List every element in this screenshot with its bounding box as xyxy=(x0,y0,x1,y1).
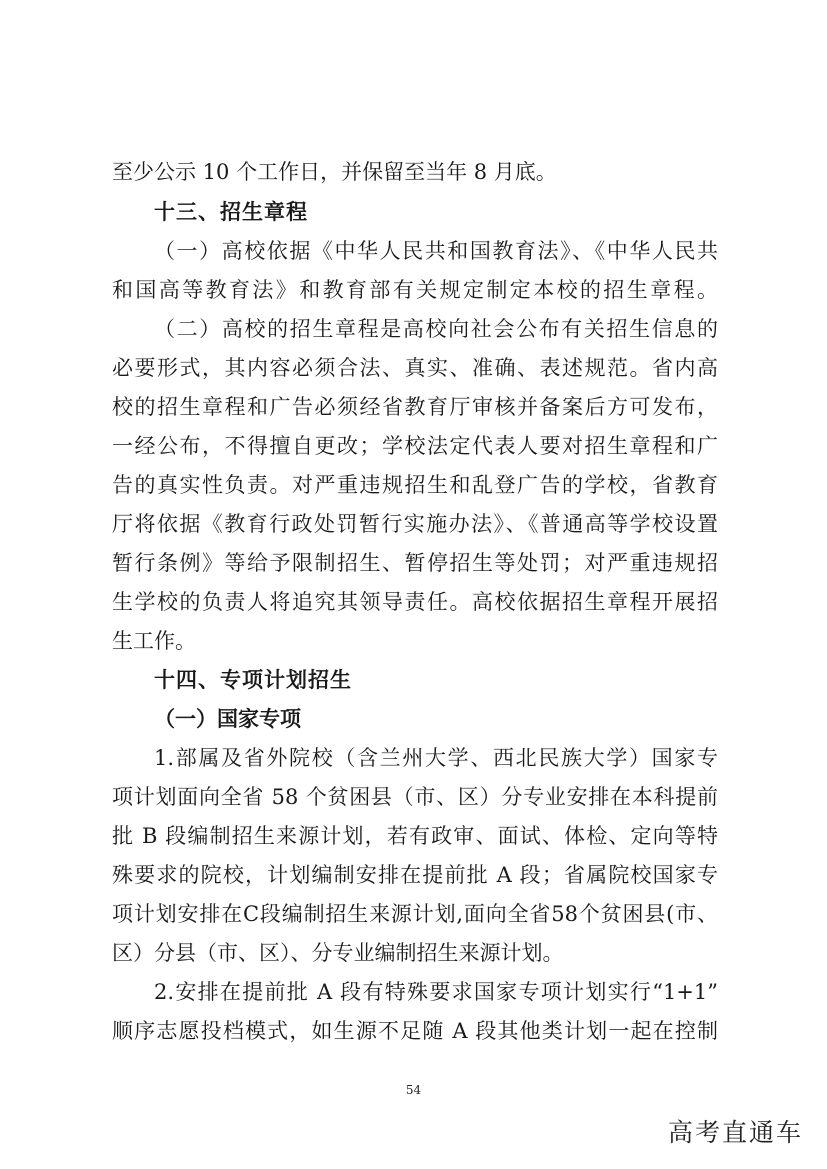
text-line: 2.安排在提前批 A 段有特殊要求国家专项计划实行“1+1” xyxy=(154,980,718,1004)
text-line: 批 B 段编制招生来源计划，若有政审、面试、体检、定向等特 xyxy=(112,824,718,848)
text-line: 项计划面向全省 58 个贫困县（市、区）分专业安排在本科提前 xyxy=(112,785,718,809)
text-line: 和国高等教育法》和教育部有关规定制定本校的招生章程。 xyxy=(112,278,718,302)
section-heading-14: 十四、专项计划招生 xyxy=(154,668,352,692)
text-line: 顺序志愿投档模式，如生源不足随 A 段其他类计划一起在控制 xyxy=(112,1019,718,1043)
text-line: 生工作。 xyxy=(112,629,196,653)
text-line: 项计划安排在C段编制招生来源计划,面向全省58个贫困县(市、 xyxy=(112,902,718,926)
text-line: 1.部属及省外院校（含兰州大学、西北民族大学）国家专 xyxy=(154,746,718,770)
text-line: 必要形式，其内容必须合法、真实、准确、表述规范。省内高 xyxy=(112,356,718,380)
text-line: 至少公示 10 个工作日，并保留至当年 8 月底。 xyxy=(112,160,557,184)
subsection-heading: （一）国家专项 xyxy=(154,706,301,731)
text-line: 厅将依据《教育行政处罚暂行实施办法》、《普通高等学校设置 xyxy=(112,512,718,536)
text-line: 殊要求的院校，计划编制安排在提前批 A 段；省属院校国家专 xyxy=(112,863,718,887)
text-line: 暂行条例》等给予限制招生、暂停招生等处罚；对严重违规招 xyxy=(112,551,718,575)
watermark: 高考直通车 xyxy=(667,1118,803,1147)
text-line: 告的真实性负责。对严重违规招生和乱登广告的学校，省教育 xyxy=(112,473,718,497)
page-number: 54 xyxy=(405,1083,422,1097)
text-line: （二）高校的招生章程是高校向社会公布有关招生信息的 xyxy=(154,317,718,341)
text-line: 区）分县（市、区）、分专业编制招生来源计划。 xyxy=(112,941,564,965)
text-line: （一）高校依据《中华人民共和国教育法》、《中华人民共 xyxy=(154,239,718,263)
text-line: 校的招生章程和广告必须经省教育厅审核并备案后方可发布， xyxy=(112,395,718,419)
text-line: 一经公布，不得擅自更改；学校法定代表人要对招生章程和广 xyxy=(112,434,718,458)
text-line: 生学校的负责人将追究其领导责任。高校依据招生章程开展招 xyxy=(112,590,718,614)
section-heading-13: 十三、招生章程 xyxy=(154,200,308,224)
